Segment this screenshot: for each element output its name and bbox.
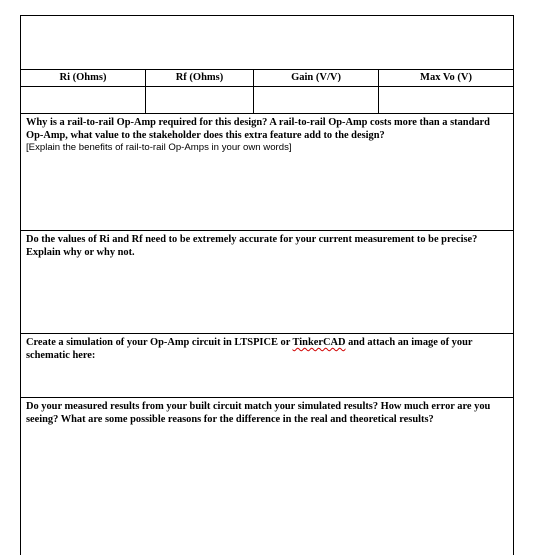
value-rf-cell[interactable]: [146, 87, 254, 113]
spellcheck-flagged-word: TinkerCAD: [292, 337, 346, 348]
question-simulation-text: [26, 337, 508, 362]
question-rail-to-rail-note: [Explain the benefits of rail-to-rail Op-Amps in your own words]: [26, 142, 292, 154]
worksheet: [20, 15, 514, 555]
table-value-row: [21, 87, 513, 114]
header-gain: Gain (V/V): [254, 70, 379, 86]
question-resistor-accuracy[interactable]: [21, 231, 513, 334]
header-max-vo: Max Vo (V): [420, 72, 472, 83]
blank-answer-area[interactable]: [21, 16, 513, 70]
header-ri: Ri (Ohms): [21, 70, 146, 86]
table-header-row: [21, 70, 513, 87]
question-measured-vs-simulated-text: Do your measured results from your built circuit match your simulated results? How much error are you seeing? What are some possible reasons for the difference in the real and theoretical results?: [26, 401, 491, 425]
question-rail-to-rail-text: Why is a rail-to-rail Op-Amp required for this design? A rail-to-rail Op-Amp costs more than a standard Op-Amp, what value to the stakeholder does this extra feature add to the design?: [26, 117, 490, 141]
question-simulation[interactable]: [21, 334, 513, 398]
question-measured-vs-simulated[interactable]: [21, 398, 513, 556]
question-resistor-accuracy-text: Do the values of Ri and Rf need to be extremely accurate for your current measurement to be precise? Explain why or why not.: [26, 234, 478, 258]
question-rail-to-rail[interactable]: [21, 114, 513, 231]
value-max-vo-cell[interactable]: [379, 87, 513, 113]
header-rf: Rf (Ohms): [146, 70, 254, 86]
value-gain-cell[interactable]: [254, 87, 379, 113]
question-simulation-text-start: Create a simulation of your Op-Amp circuit in LTSPICE or: [26, 337, 293, 348]
value-ri-cell[interactable]: [21, 87, 146, 113]
question-simulation-text-end: and attach an image of your schematic here:: [26, 337, 473, 361]
